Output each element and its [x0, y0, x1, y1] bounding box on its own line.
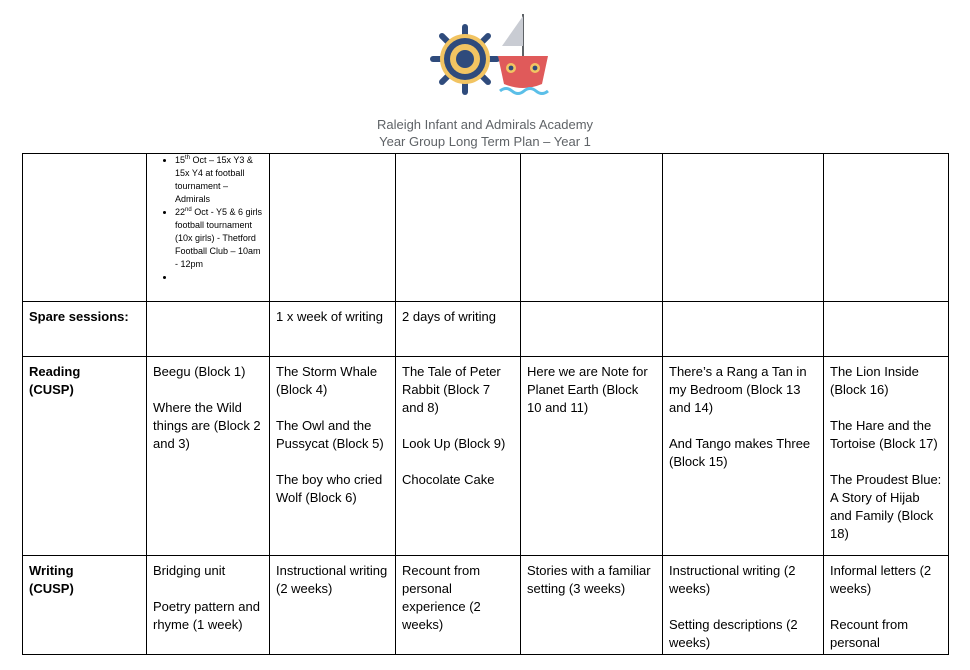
cell-paragraph: And Tango makes Three (Block 15) — [669, 436, 811, 469]
cell-paragraph: The Owl and the Pussycat (Block 5) — [276, 418, 384, 451]
writing-label: Writing (CUSP) — [23, 556, 147, 655]
long-term-plan-table — [22, 153, 949, 655]
cell-paragraph: Beegu (Block 1) — [153, 364, 246, 379]
cell-paragraph: Look Up (Block 9) — [402, 436, 506, 451]
writing-row — [23, 556, 949, 655]
table-cell — [663, 154, 824, 302]
cell-paragraph: Recount from personal experience (2 weeks) — [402, 563, 481, 632]
table-cell — [396, 302, 521, 357]
table-cell — [824, 357, 949, 556]
table-cell — [824, 556, 949, 655]
table-cell — [663, 357, 824, 556]
cell-paragraph: Bridging unit — [153, 563, 226, 578]
table-cell — [147, 556, 270, 655]
table-cell — [270, 556, 396, 655]
table-cell — [824, 302, 949, 357]
table-cell — [270, 357, 396, 556]
school-name: Raleigh Infant and Admirals Academy — [376, 117, 594, 132]
cell-paragraph: The Storm Whale (Block 4) — [276, 364, 378, 397]
table-cell — [521, 357, 663, 556]
table-cell — [824, 154, 949, 302]
cell-paragraph: Setting descriptions (2 weeks) — [669, 617, 798, 650]
cell-paragraph: Poetry pattern and rhyme (1 week) — [153, 599, 260, 632]
table-cell — [521, 556, 663, 655]
ship-wheel-icon — [433, 27, 497, 92]
cell-paragraph: There’s a Rang a Tan in my Bedroom (Block 13 and 14) — [669, 364, 807, 415]
event-item: • 15th Oct – 15x Y3 & 15x Y4 at football tournament – Admirals — [175, 154, 263, 206]
cell-paragraph: Here we are Note for Planet Earth (Block 10 and 11) — [527, 364, 648, 415]
school-logo — [430, 10, 554, 100]
table-cell — [270, 154, 396, 302]
table-cell — [147, 357, 270, 556]
table-cell — [396, 556, 521, 655]
cell-paragraph: Chocolate Cake — [402, 472, 495, 487]
plan-title: Year Group Long Term Plan – Year 1 — [379, 134, 591, 149]
table-cell — [396, 154, 521, 302]
reading-label: Reading (CUSP) — [23, 357, 147, 556]
event-item-empty — [175, 271, 263, 284]
cell-paragraph: 2 days of writing — [402, 309, 496, 324]
cell-paragraph: Stories with a familiar setting (3 weeks) — [527, 563, 651, 596]
cell-paragraph: Instructional writing (2 weeks) — [276, 563, 388, 596]
events-list — [153, 154, 263, 284]
cell-paragraph: Where the Wild things are (Block 2 and 3) — [153, 400, 261, 451]
events-cell — [147, 154, 270, 302]
table-cell — [521, 302, 663, 357]
event-item: • 22nd Oct - Y5 & 6 girls football tournament (10x girls) - Thetford Football Club – 10am - 12pm — [175, 206, 263, 271]
cell-paragraph: The boy who cried Wolf (Block 6) — [276, 472, 383, 505]
reading-row — [23, 357, 949, 556]
cell-paragraph: Instructional writing (2 weeks) — [669, 563, 796, 596]
table-cell — [147, 302, 270, 357]
table-cell — [270, 302, 396, 357]
sailboat-icon — [498, 14, 548, 94]
cell-paragraph: Recount from personal — [830, 617, 909, 650]
spare-sessions-row — [23, 302, 949, 357]
cell-paragraph: Informal letters (2 weeks) — [830, 563, 932, 596]
cell-paragraph: The Hare and the Tortoise (Block 17) — [830, 418, 938, 451]
events-row-header — [23, 154, 147, 302]
table-cell — [663, 302, 824, 357]
table-cell — [521, 154, 663, 302]
cell-paragraph: The Tale of Peter Rabbit (Block 7 and 8) — [402, 364, 501, 415]
cell-paragraph: 1 x week of writing — [276, 309, 383, 324]
events-row — [23, 154, 949, 302]
spare-sessions-label: Spare sessions: — [23, 302, 147, 357]
cell-paragraph: The Proudest Blue: A Story of Hijab and Family (Block 18) — [830, 472, 942, 541]
table-cell — [663, 556, 824, 655]
cell-paragraph: The Lion Inside (Block 16) — [830, 364, 919, 397]
table-cell — [396, 357, 521, 556]
